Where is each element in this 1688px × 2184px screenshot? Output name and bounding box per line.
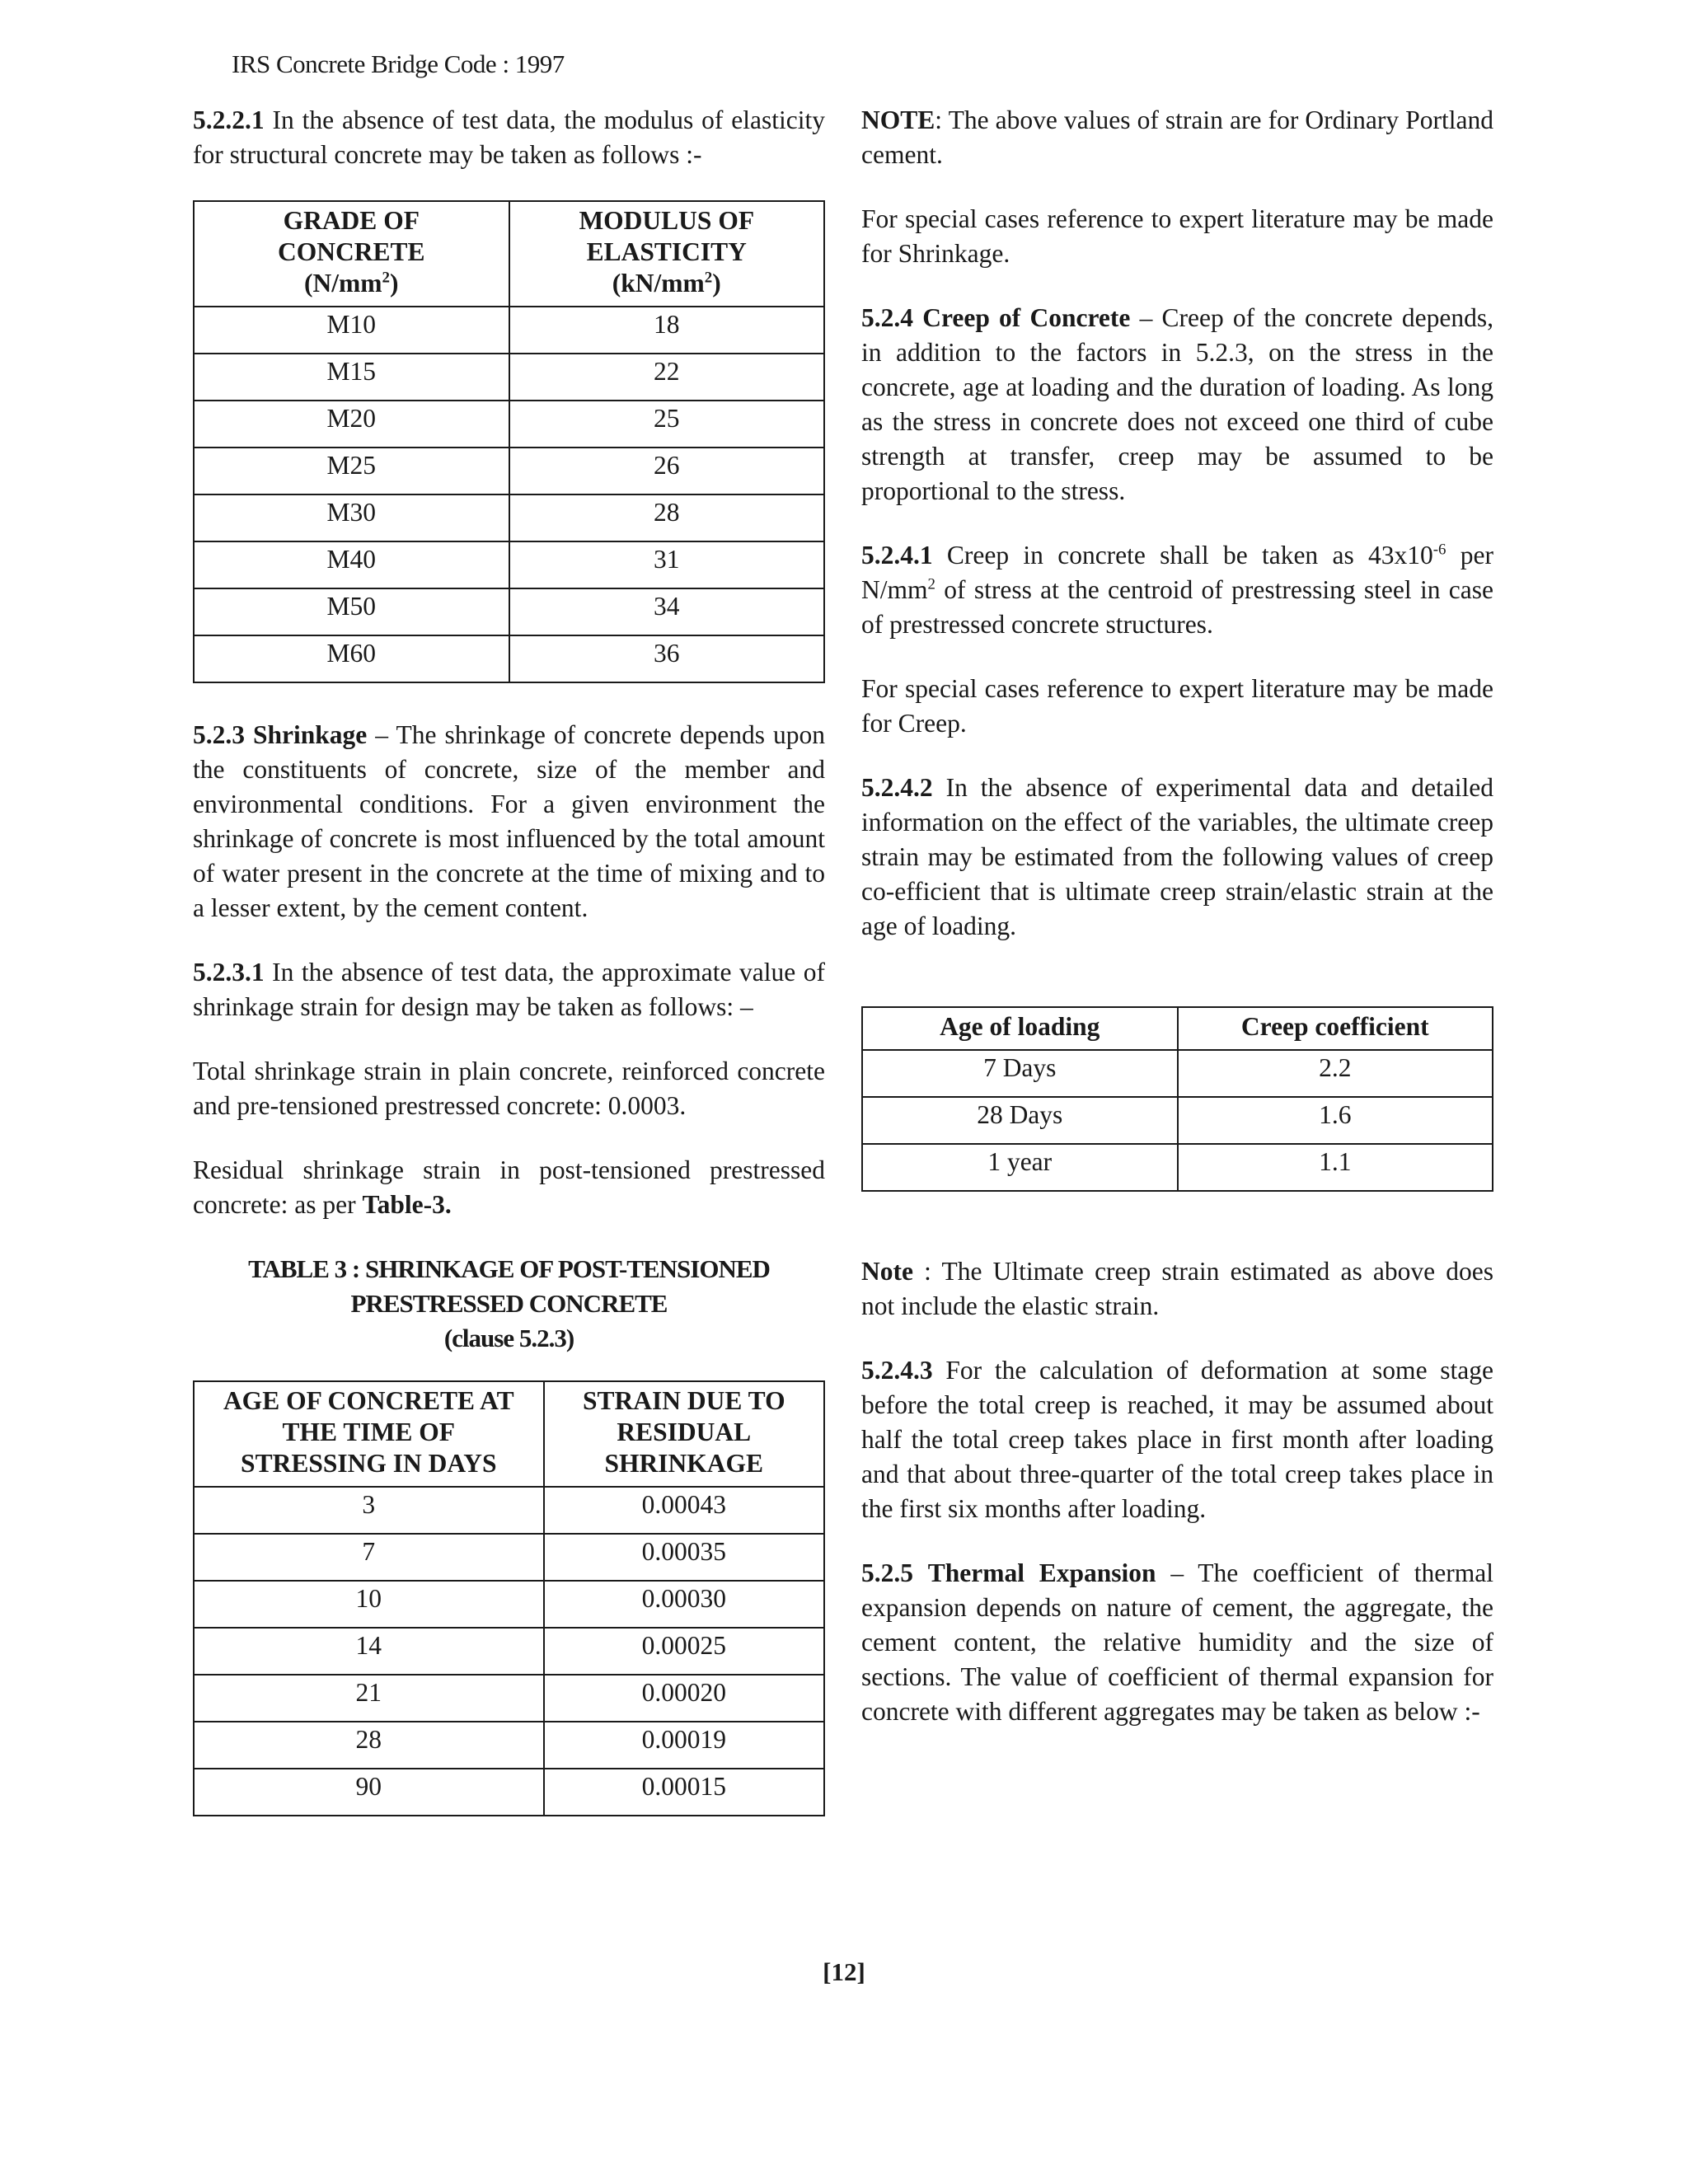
- table-row: [862, 1097, 1493, 1144]
- header-modulus-of-elasticity: MODULUS OF ELASTICITY $(kN/mm^2)$: [509, 201, 825, 307]
- left-column: [193, 103, 825, 1816]
- right-column: [861, 103, 1493, 1729]
- clause-text: – The shrinkage of concrete depends upon the constituents of concrete, size of the member and environmental conditions. For a given environment the shrinkage of concrete is most influenced by the total amount of water present in the concrete at the time of mixing and to a lesser extent, by the cement content.: [193, 720, 826, 922]
- table-cell: 0.00030: [544, 1581, 824, 1628]
- clause-number: 5.2.3: [193, 720, 245, 749]
- table-row: [862, 1050, 1493, 1097]
- table-cell: 36: [509, 635, 825, 682]
- note-ordinary-portland-cement: [861, 103, 1493, 172]
- table-cell: 22: [509, 354, 825, 401]
- clause-text: In the absence of test data, the approximate value of shrinkage strain for design may be taken as follows: –: [193, 958, 825, 1021]
- table-row: [194, 1675, 824, 1722]
- clause-5-2-3-1: [193, 955, 825, 1024]
- table-row: [194, 354, 824, 401]
- note-label: NOTE: [861, 105, 935, 134]
- clause-5-2-4-2: [861, 771, 1493, 944]
- header-age-of-concrete: AGE OF CONCRETE AT THE TIME OF STRESSING IN DAYS: [194, 1381, 544, 1487]
- table-cell: 2.2: [1178, 1050, 1493, 1097]
- table-cell: 1.6: [1178, 1097, 1493, 1144]
- note-label: Note: [861, 1257, 913, 1286]
- clause-number: 5.2.4.1: [861, 541, 933, 569]
- table-cell: M25: [194, 448, 509, 494]
- table-row: [194, 1534, 824, 1581]
- table-cell: 0.00025: [544, 1628, 824, 1675]
- clause-text: – The coefficient of thermal expansion depends on nature of cement, the aggregate, the cement content, the relative humidity and the size of sections. The value of coefficient of thermal expansion for concrete with different aggregates may be taken as below :-: [861, 1558, 1493, 1726]
- clause-number: 5.2.4.2: [861, 773, 933, 802]
- table-row: [194, 494, 824, 541]
- table-cell: 31: [509, 541, 825, 588]
- table-cell: 0.00020: [544, 1675, 824, 1722]
- table-cell: M20: [194, 401, 509, 448]
- table-row: [194, 1628, 824, 1675]
- clause-number: 5.2.2.1: [193, 105, 265, 134]
- clause-text: For the calculation of deformation at some stage before the total creep is reached, it may be assumed about half the total creep takes place in first month after loading and that about three-quarter of the total creep takes place in the first six months after loading.: [861, 1356, 1493, 1523]
- table-cell: M50: [194, 588, 509, 635]
- header-age-of-loading: Age of loading: [862, 1007, 1178, 1050]
- table-cell: M10: [194, 307, 509, 354]
- clause-text: In the absence of experimental data and detailed information on the effect of the variables, the ultimate creep strain may be estimated from the following values of creep co-efficient that is ultimate creep strain/elastic strain at the age of loading.: [861, 773, 1494, 940]
- table-row: [194, 1769, 824, 1816]
- clause-5-2-5: [861, 1556, 1493, 1729]
- header-strain-residual-shrinkage: STRAIN DUE TO RESIDUAL SHRINKAGE: [544, 1381, 824, 1487]
- table-cell: 28: [194, 1722, 544, 1769]
- table-cell: M30: [194, 494, 509, 541]
- table-cell: M40: [194, 541, 509, 588]
- table-cell: 1.1: [1178, 1144, 1493, 1191]
- running-header: IRS Concrete Bridge Code : 1997: [232, 49, 565, 78]
- table-cell: 21: [194, 1675, 544, 1722]
- clause-5-2-2-1: [193, 103, 825, 172]
- table-cell: 1 year: [862, 1144, 1178, 1191]
- table-cell: 0.00015: [544, 1769, 824, 1816]
- table-row: [194, 588, 824, 635]
- table-cell: 3: [194, 1487, 544, 1534]
- note-text: : The above values of strain are for Ordinary Portland cement.: [861, 105, 1493, 169]
- table-cell: 28 Days: [862, 1097, 1178, 1144]
- table-cell: M15: [194, 354, 509, 401]
- table-cell: 7: [194, 1534, 544, 1581]
- table-row: [194, 1722, 824, 1769]
- table-row: [194, 448, 824, 494]
- clause-title: Shrinkage: [253, 720, 368, 749]
- table-cell: 90: [194, 1769, 544, 1816]
- clause-number: 5.2.4.3: [861, 1356, 933, 1385]
- table-row: [194, 541, 824, 588]
- table-cell: 10: [194, 1581, 544, 1628]
- page-number: [12]: [823, 1957, 865, 1986]
- clause-number: 5.2.4: [861, 303, 913, 332]
- clause-5-2-4-1: 5.2.4.1 Creep in concrete shall be taken as $43x10^{-6}$ per $N/mm^2$ of stress at the centroid of prestressing steel in case of prestressed concrete structures.: [861, 541, 1494, 639]
- table-cell: 14: [194, 1628, 544, 1675]
- table-row: [862, 1144, 1493, 1191]
- modulus-of-elasticity-table: [193, 200, 825, 683]
- table-row: [194, 1487, 824, 1534]
- table-cell: 18: [509, 307, 825, 354]
- special-cases-shrinkage: For special cases reference to expert literature may be made for Shrinkage.: [861, 204, 1493, 268]
- table-cell: 28: [509, 494, 825, 541]
- header-grade-of-concrete: GRADE OF CONCRETE $(N/mm^2)$: [194, 201, 509, 307]
- clause-5-2-4: [861, 301, 1493, 509]
- note-ultimate-creep-strain: [861, 1254, 1493, 1324]
- table-cell: 7 Days: [862, 1050, 1178, 1097]
- creep-coefficient-table: [861, 1006, 1493, 1192]
- clause-text: – Creep of the concrete depends, in addition to the factors in 5.2.3, on the stress in the concrete, age at loading and the duration of loading. As long as the stress in concrete does not exceed one third of cube strength at transfer, creep may be assumed to be proportional to the stress.: [861, 303, 1494, 505]
- note-text: : The Ultimate creep strain estimated as above does not include the elastic strain.: [861, 1257, 1494, 1320]
- clause-text: In the absence of test data, the modulus of elasticity for structural concrete may be taken as follows :-: [193, 105, 825, 169]
- header-creep-coefficient: Creep coefficient: [1178, 1007, 1493, 1050]
- clause-5-2-4-3: [861, 1353, 1493, 1526]
- table-cell: 25: [509, 401, 825, 448]
- table-header-row: [194, 1381, 824, 1487]
- clause-number: 5.2.5: [861, 1558, 913, 1587]
- clause-title: Thermal Expansion: [927, 1558, 1156, 1587]
- table-cell: 0.00043: [544, 1487, 824, 1534]
- table-header-row: [862, 1007, 1493, 1050]
- table-row: [194, 1581, 824, 1628]
- table-header-row: [194, 201, 824, 307]
- table-cell: 26: [509, 448, 825, 494]
- table-cell: 34: [509, 588, 825, 635]
- table-cell: M60: [194, 635, 509, 682]
- clause-5-2-3: [193, 718, 825, 926]
- clause-number: 5.2.3.1: [193, 958, 265, 987]
- table-row: [194, 401, 824, 448]
- table-row: [194, 307, 824, 354]
- table-reference: Table-3.: [362, 1190, 452, 1219]
- special-cases-creep: For special cases reference to expert literature may be made for Creep.: [861, 674, 1493, 738]
- residual-shrinkage-paragraph: Residual shrinkage strain in post-tensioned prestressed concrete: as per Table-3.: [193, 1155, 825, 1219]
- table-cell: 0.00035: [544, 1534, 824, 1581]
- table-cell: 0.00019: [544, 1722, 824, 1769]
- table-row: [194, 635, 824, 682]
- residual-shrinkage-table: [193, 1380, 825, 1816]
- total-shrinkage-paragraph: Total shrinkage strain in plain concrete, reinforced concrete and pre-tensioned prestressed concrete: 0.0003.: [193, 1057, 825, 1120]
- table-3-caption: TABLE 3 : SHRINKAGE OF POST-TENSIONED PRESTRESSED CONCRETE (clause 5.2.3): [248, 1254, 770, 1352]
- clause-title: Creep of Concrete: [922, 303, 1131, 332]
